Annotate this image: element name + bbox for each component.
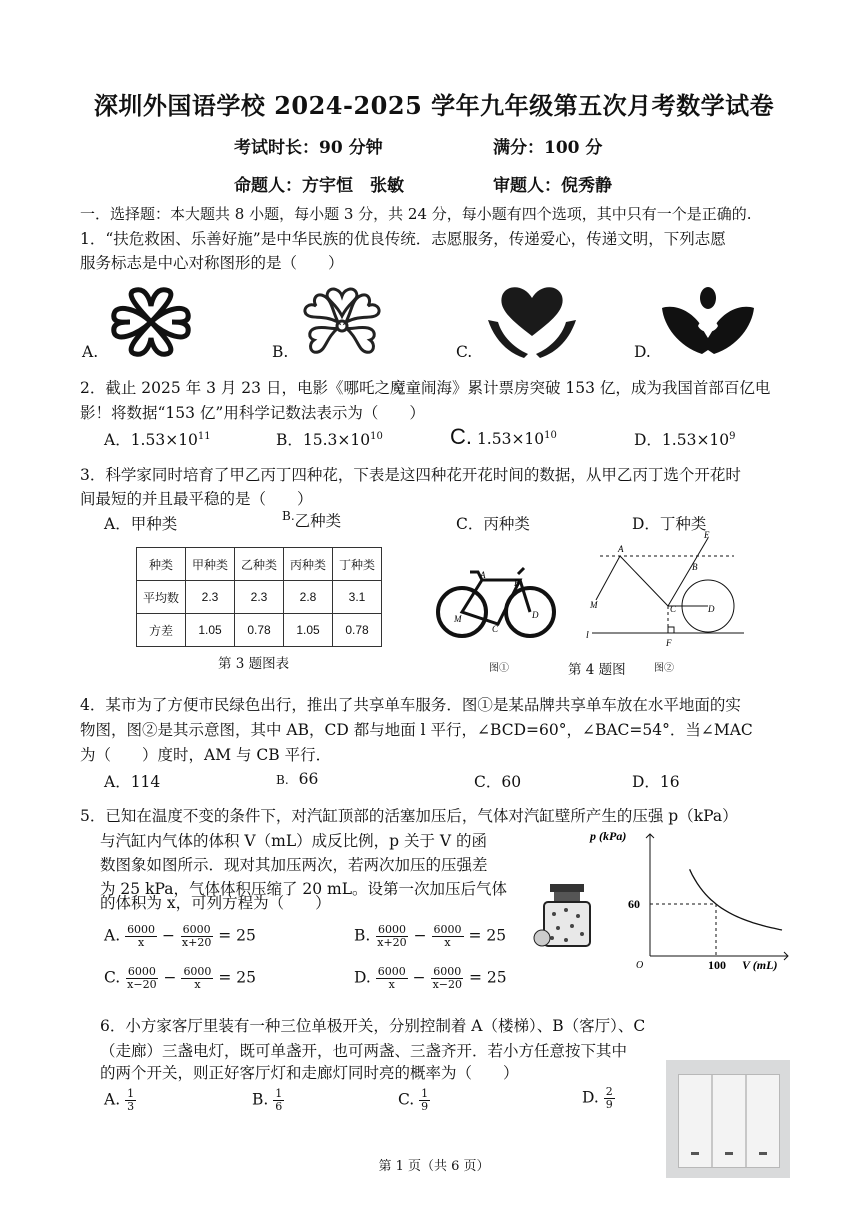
q3-option-a: A．甲种类 [104, 515, 178, 533]
q6-option-a: A. $\frac{1}{3}$ [104, 1087, 135, 1113]
q6-line3: 的两个开关，则正好客厅灯和走廊灯同时亮的概率为（ ） [100, 1064, 519, 1082]
q4-option-b: B. 66 [276, 770, 319, 788]
bike-label-d: D [532, 610, 539, 620]
table-row: 平均数 2.3 2.3 2.8 3.1 [137, 581, 382, 614]
q1-option-b: B. [272, 343, 289, 361]
q6-option-b: B. $\frac{1}{6}$ [252, 1087, 283, 1113]
q4-line1: 4．某市为了方便市民绿色出行，推出了共享单车服务．图①是某品牌共享单车放在水平地面的实 [80, 696, 741, 714]
q5-line3: 数图象如图所示．现对其加压两次，若两次加压的压强差 [100, 856, 488, 874]
q3-line2: 间最短的并且最平稳的是（ ） [80, 490, 313, 508]
bike-label-b: B [514, 578, 520, 588]
logo-a-clover-hands-icon [106, 286, 196, 358]
page-footer: 第 1 页（共 6 页） [378, 1159, 490, 1174]
q5-line4: 为 25 kPa，气体体积压缩了 20 mL。设第一次加压后气体 [100, 880, 508, 898]
exam-title: 深圳外国语学校 2024-2025 学年九年级第五次月考数学试卷 [93, 91, 775, 120]
switch-panel [678, 1074, 780, 1168]
q1-option-d: D. [634, 343, 651, 361]
q5-line2: 与汽缸内气体的体积 V（mL）成反比例，p 关于 V 的函 [100, 832, 488, 850]
q1-option-c: C. [456, 343, 473, 361]
graph-y-tick: 60 [628, 897, 640, 911]
q3-option-b: $^{B.}$乙种类 [282, 509, 342, 530]
switch-a [679, 1075, 713, 1167]
q3-option-d: D．丁种类 [632, 515, 707, 533]
q2-option-a: A．$1.53\times 10^{11}$ [104, 430, 211, 449]
q3-option-c: C．丙种类 [456, 515, 530, 533]
diagram-label-l: l [586, 630, 589, 641]
q3-line1: 3．科学家同时培育了甲乙丙丁四种花，下表是这四种花开花时间的数据，从甲乙丙丁选个开花时 [80, 466, 741, 484]
graph-x-label: V (mL) [742, 958, 778, 972]
q1-line1: 1．“扶危救困、乐善好施”是中华民族的优良传统．志愿服务，传递爱心，传递文明，下列志愿 [80, 230, 726, 248]
q6-option-c: C. $\frac{1}{9}$ [398, 1087, 429, 1113]
q5-inverse-graph [590, 826, 796, 974]
diagram-label-e: E [704, 530, 710, 540]
bike-label-m: M [454, 614, 462, 624]
diagram-label-b: B [692, 562, 698, 572]
q5-line5: 的体积为 x，可列方程为（ ） [100, 894, 331, 912]
logo-b-heart-flower-icon [298, 286, 386, 360]
graph-y-label: p (kPa) [590, 829, 627, 843]
q1-line2: 服务标志是中心对称图形的是（ ） [80, 254, 344, 272]
exam-full-score: 满分：100 分 [493, 138, 603, 158]
table-header-row: 种类 甲种类 乙种类 丙种类 丁种类 [137, 548, 382, 581]
exam-duration: 考试时长：90 分钟 [234, 138, 383, 158]
q5-line1: 5．已知在温度不变的条件下，对汽缸顶部的活塞加压后，气体对汽缸壁所产生的压强 p（kPa） [80, 807, 738, 825]
q3-caption: 第 3 题图表 [218, 656, 290, 672]
q4-fig1-label: 图① [489, 663, 509, 674]
q2-option-c: C. $1.53\times 10^{10}$ [450, 424, 557, 449]
q4-line2: 物图，图②是其示意图，其中 AB，CD 都与地面 l 平行，∠BCD=60°，∠BAC=54°．当∠MAC [80, 721, 753, 739]
q4-line3: 为（ ）度时，AM 与 CB 平行． [80, 746, 332, 764]
q5-option-a: A. $\frac{6000}{x}$ − $\frac{6000}{x+20}$ = 25 [104, 923, 256, 949]
bike-label-a: A [480, 570, 486, 580]
q2-option-b: B．$15.3\times 10^{10}$ [276, 430, 383, 449]
bike-label-c: C [492, 624, 499, 634]
q5-option-c: C. $\frac{6000}{x-20}$ − $\frac{6000}{x}$ = 25 [104, 965, 257, 991]
q6-line2: （走廊）三盏电灯，既可单盏开，也可两盏、三盏齐开．若小方任意按下其中 [100, 1042, 628, 1060]
q5-option-b: B. $\frac{6000}{x+20}$ − $\frac{6000}{x}$ = 25 [354, 923, 507, 949]
exam-reviewer: 审题人：倪秀静 [493, 176, 612, 196]
table-row: 方差 1.05 0.78 1.05 0.78 [137, 614, 382, 647]
q2-option-d: D．$1.53\times 10^9$ [634, 430, 736, 449]
inverse-curve [690, 869, 782, 930]
section-heading: 一．选择题：本大题共 8 小题，每小题 3 分，共 24 分，每小题有四个选项，其中只有一个是正确的. [80, 205, 752, 223]
diagram-label-m: M [590, 600, 598, 610]
switch-b [713, 1075, 747, 1167]
graph-origin: O [636, 960, 644, 971]
exam-setters: 命题人：方宇恒 张敏 [234, 176, 404, 196]
q4-schematic-diagram [584, 532, 754, 650]
diagram-label-c: C [670, 604, 677, 614]
q4-option-c: C．60 [474, 773, 522, 791]
diagram-label-a: A [618, 544, 624, 554]
q2-line1: 2．截止 2025 年 3 月 23 日，电影《哪吒之魔童闹海》累计票房突破 153 亿，成为我国首部百亿电 [80, 379, 771, 397]
q4-fig2-label: 图② [654, 663, 674, 674]
q4-bicycle-photo [434, 562, 558, 644]
q3-data-table [136, 547, 382, 647]
q5-cylinder-picture [528, 880, 604, 952]
logo-d-hands-person-icon [658, 286, 758, 358]
q4-caption: 第 4 题图 [568, 662, 626, 678]
q6-option-d: D. $\frac{2}{9}$ [582, 1085, 613, 1111]
q5-option-d: D. $\frac{6000}{x}$ − $\frac{6000}{x-20}$ = 25 [354, 965, 507, 991]
switch-c [747, 1075, 779, 1167]
q6-line1: 6．小方家客厅里装有一种三位单极开关，分别控制着 A（楼梯）、B（客厅）、C [100, 1017, 646, 1035]
q2-line2: 影！将数据“153 亿”用科学记数法表示为（ ） [80, 404, 425, 422]
q4-option-d: D．16 [632, 773, 680, 791]
graph-x-tick: 100 [708, 958, 726, 972]
q1-option-a: A. [82, 343, 99, 361]
q4-option-a: A．114 [104, 773, 161, 791]
diagram-label-f: F [666, 638, 672, 648]
logo-c-heart-hands-icon [484, 280, 580, 360]
diagram-label-d: D [708, 604, 715, 614]
